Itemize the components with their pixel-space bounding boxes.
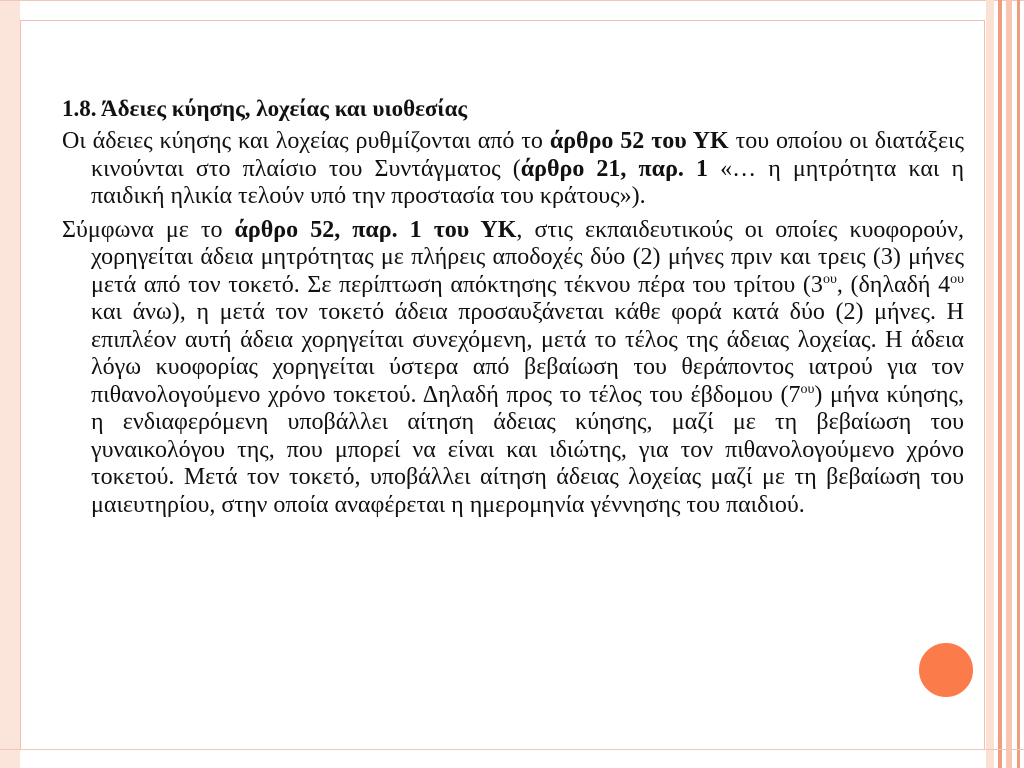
p1-text-2: του οποίου οι διατάξεις κινούνται στο πλαίσιο του Συντάγματος ( — [91, 128, 964, 182]
p2-text-5: ) μήνα κύησης, η ενδιαφερόμενη υποβάλλει αίτηση άδειας κύησης, μαζί με τη βεβαίωση του γυναικολόγου της, που μπορεί να είναι και ιδιώτης, για τον πιθανολογούμενο χρόνο τοκετού. Μετά τον τοκετό, υποβάλλει αίτηση άδειας λοχείας μαζί με τη βεβαίωση του μαιευτηρίου, στην οποία αναφέρεται η ημερομηνία γέννησης του παιδιού. — [91, 381, 964, 518]
p2-text-4: και άνω), η μετά τον τοκετό άδεια προσαυξάνεται κάθε φορά κατά δύο (2) μήνες. Η επιπλέον αυτή άδεια χορηγείται συνεχόμενη, μετά το τέλος της άδειας λοχείας. Η άδεια λόγω κυοφορίας χορηγείται ύστερα από βεβαίωση του θεράποντος ιατρού για τον πιθανολογούμενο χρόνο τοκετού. Δηλαδή προς το τέλος του έβδομου (7 — [91, 299, 964, 408]
p1-text-3: «… η μητρότητα και η παιδική ηλικία τελούν υπό την προστασία του κράτους»). — [91, 155, 965, 209]
paragraph-2 — [62, 217, 964, 520]
bottom-line — [0, 749, 1024, 750]
p2-sup-1: ου — [822, 271, 837, 287]
stripe-2 — [998, 0, 1002, 768]
orange-circle-decor — [916, 640, 976, 700]
p2-text-2: , στις εκπαιδευτικούς οι οποίες κυοφορούν, χορηγείται άδεια μητρότητας με πλήρεις αποδοχές δύο (2) μήνες πριν και τρεις (3) μήνες μετά από τον τοκετό. Σε περίπτωση απόκτησης τέκνου πέρα του τρίτου (3 — [91, 216, 964, 298]
p2-bold-1: άρθρο 52, παρ. 1 του ΥΚ — [234, 216, 517, 243]
stripe-1 — [986, 0, 994, 768]
p2-text-3: , (δηλαδή 4 — [836, 271, 951, 298]
p1-text-1: Οι άδειες κύησης και λοχείας ρυθμίζονται από το — [62, 128, 550, 154]
p2-text-1: Σύμφωνα με το — [62, 216, 235, 243]
stripe-3 — [1006, 0, 1012, 768]
p1-bold-2: άρθρο 21, παρ. 1 — [520, 155, 709, 182]
stripe-4 — [1017, 0, 1020, 768]
right-stripes — [984, 0, 1024, 768]
slide-heading: 1.8. Άδειες κύησης, λοχείας και υιοθεσίας — [62, 96, 468, 121]
paragraph-1 — [62, 128, 964, 211]
slide-content — [62, 95, 964, 525]
p1-bold-1: άρθρο 52 του ΥΚ — [549, 128, 729, 154]
p2-sup-2: ου — [950, 271, 965, 287]
p2-sup-3: ου — [800, 381, 815, 397]
